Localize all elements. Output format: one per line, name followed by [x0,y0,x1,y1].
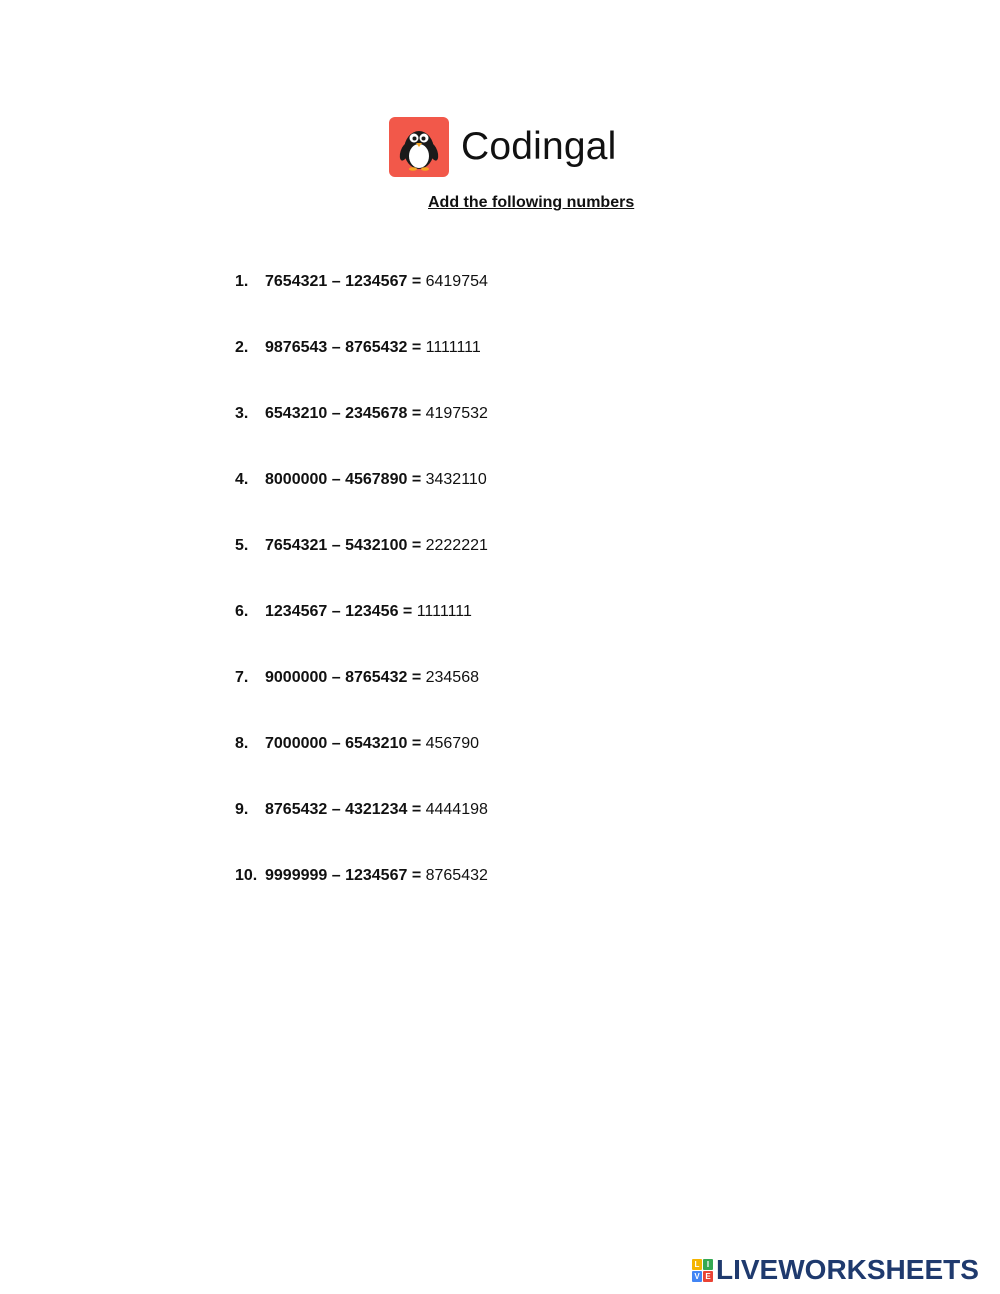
problem-number: 5. [235,537,249,554]
problem-number: 3. [235,405,249,422]
brand-header [389,117,617,177]
problem-number: 2. [235,339,249,356]
worksheet-instruction: Add the following numbers [428,194,635,211]
problem-expression: 8765432 – 4321234 = [265,801,422,818]
logo-letter: E [703,1271,713,1282]
problem-number: 8. [235,735,249,752]
answer-field[interactable]: 4197532 [425,405,488,422]
problem-item [235,535,488,601]
penguin-icon [389,117,449,177]
problem-expression: 8000000 – 4567890 = [265,471,422,488]
problem-expression: 9000000 – 8765432 = [265,669,422,686]
problem-item [235,733,488,799]
problem-item [235,271,488,337]
problem-expression: 6543210 – 2345678 = [265,405,422,422]
problem-expression: 9876543 – 8765432 = [265,339,422,356]
problem-number: 6. [235,603,249,620]
logo-letter: I [703,1259,713,1270]
problem-item [235,601,488,667]
answer-field[interactable]: 4444198 [425,801,488,818]
problem-expression: 7654321 – 5432100 = [265,537,422,554]
watermark-text: LIVEWORKSHEETS [716,1254,979,1285]
problem-item [235,667,488,733]
answer-field[interactable]: 1111111 [425,339,481,356]
problem-item [235,469,488,535]
problem-number: 1. [235,273,249,290]
problem-item [235,799,488,865]
answer-field[interactable]: 234568 [425,669,479,686]
problem-number: 9. [235,801,249,818]
liveworksheets-watermark [692,1255,979,1285]
problem-item [235,865,488,931]
penguin-logo-graphic [389,117,449,177]
answer-field[interactable]: 1111111 [416,603,472,620]
problem-expression: 1234567 – 123456 = [265,603,413,620]
problem-expression: 7000000 – 6543210 = [265,735,422,752]
problem-expression: 7654321 – 1234567 = [265,273,422,290]
answer-field[interactable]: 3432110 [425,471,487,488]
problem-item [235,337,488,403]
problem-list [235,271,488,931]
problem-number: 10. [235,867,258,884]
logo-letter: V [692,1271,702,1282]
brand-name: Codingal [461,125,617,168]
problem-item [235,403,488,469]
answer-field[interactable]: 6419754 [425,273,488,290]
answer-field[interactable]: 2222221 [425,537,488,554]
answer-field[interactable]: 8765432 [425,867,488,884]
logo-letter: L [692,1259,702,1270]
liveworksheets-logo-icon [692,1259,712,1281]
problem-number: 7. [235,669,249,686]
answer-field[interactable]: 456790 [425,735,479,752]
problem-number: 4. [235,471,249,488]
problem-expression: 9999999 – 1234567 = [265,867,422,884]
